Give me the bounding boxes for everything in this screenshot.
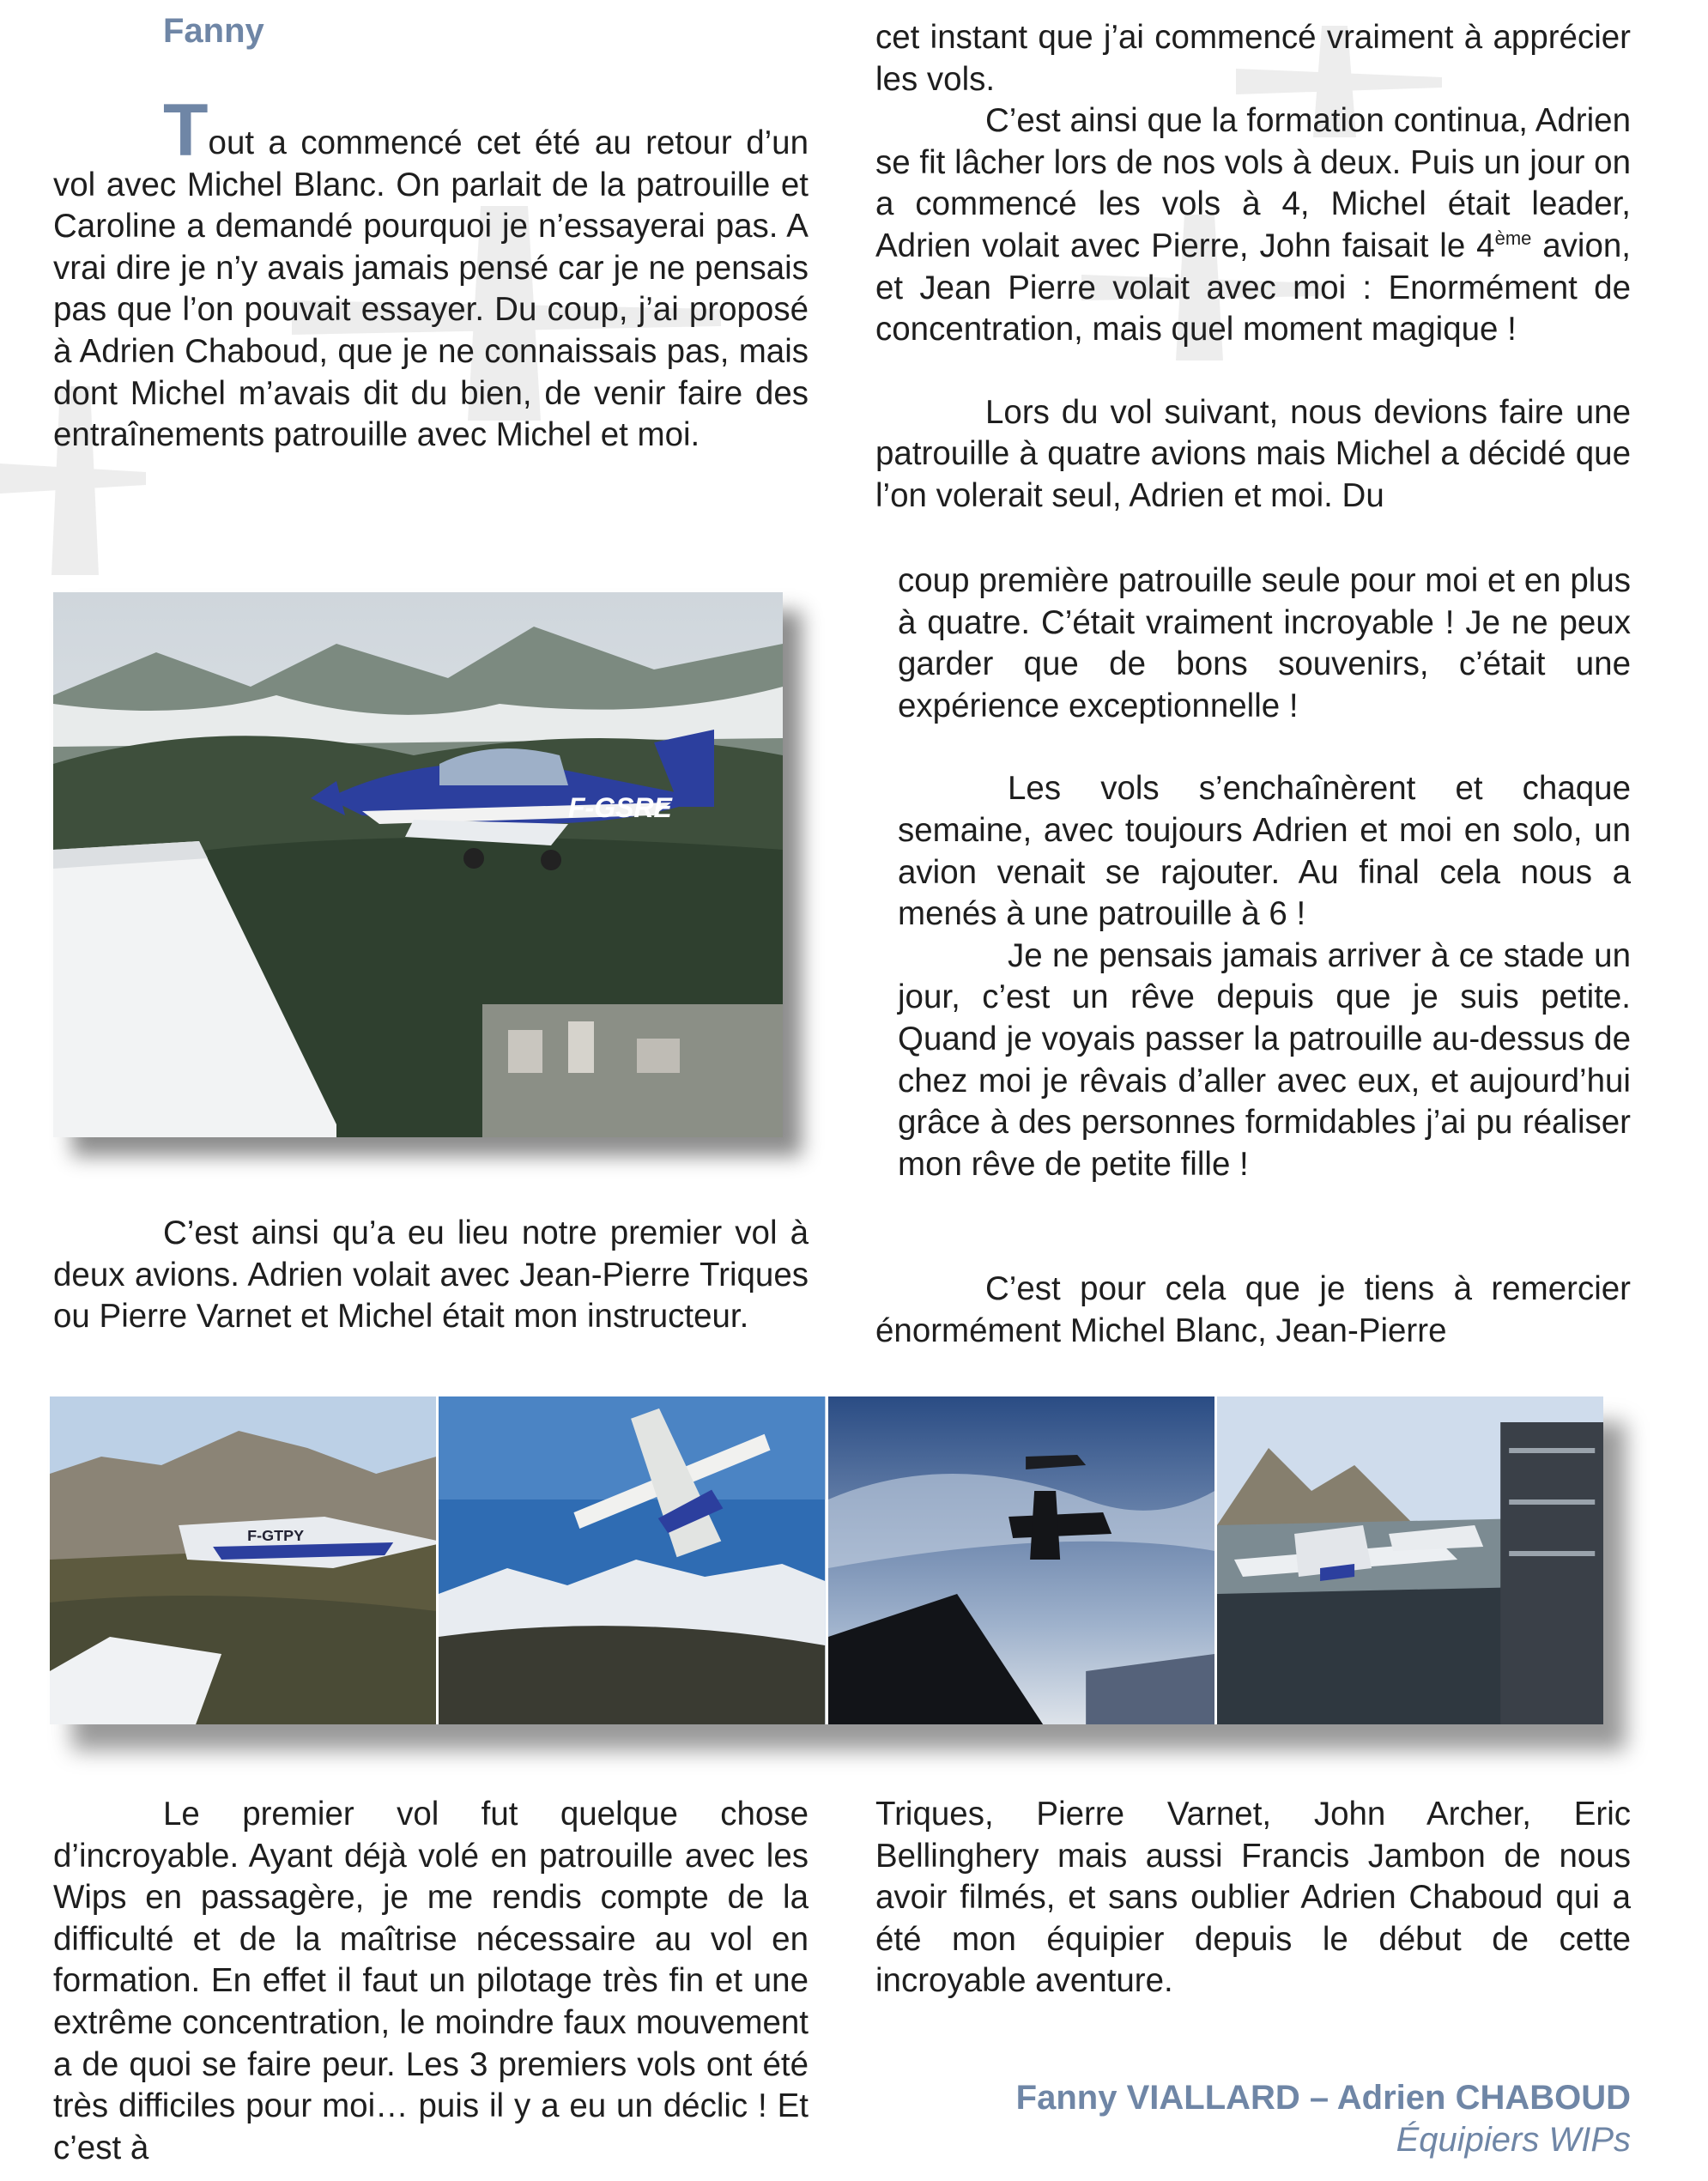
thanks-paragraph: C’est pour cela que je tiens à remercier énormément Michel Blanc, Jean-Pierre [875, 1270, 1631, 1349]
strip-registration-label: F-GTPY [247, 1527, 305, 1544]
signature-role: Équipiers WIPs [1396, 2121, 1631, 2159]
dream-paragraph: Je ne pensais jamais arriver à ce stade un jour, c’est un rêve depuis que je suis petite. Quand je voyais passer la patrouille au-dessus de chez moi je rêvais d’aller avec eux, et aujourd’hui grâce à des personnes formidables j’ai pu réaliser mon rêve de petite fille ! [898, 936, 1631, 1183]
next-flight-paragraph: Lors du vol suivant, nous devions faire une patrouille à quatre avions mais Michel a décidé que l’on volerait seul, Adrien et moi. Du [875, 393, 1631, 514]
first-solo-paragraph: coup première patrouille seule pour moi et en plus à quatre. C’était vraiment incroyable ! Je ne peux garder que de bons souvenirs, c’était une expérience exceptionnelle ! [898, 562, 1631, 724]
first-flight-paragraph: C’est ainsi qu’a eu lieu notre premier vol à deux avions. Adrien volait avec Jean-Pierre Triques ou Pierre Varnet et Michel était mon instructeur. [53, 1215, 809, 1336]
photo-strip [50, 1396, 1603, 1724]
main-photo-airplane-mountains [53, 592, 783, 1137]
continued-paragraph: cet instant que j’ai commencé vraiment à apprécier les vols. [875, 19, 1631, 98]
registration-label: F-GSRE [568, 792, 672, 823]
weekly-flights-paragraph: Les vols s’enchaînèrent et chaque semaine, avec toujours Adrien et moi en solo, un avion venait se rajouter. Au final cela nous a menés à une patrouille à 6 ! [898, 770, 1631, 933]
intro-text: out a commencé cet été au retour d’un vol avec Michel Blanc. On parlait de la patrouille et Caroline a demandé pourquoi je n’essayerai pas. A vrai dire je n’y avais jamais pensé car je ne pensais pas que l’on pouvait essayer. Du coup, j’ai proposé à Adrien Chaboud, que je ne connaissais pas, mais dont Michel m’avais dit du bien, de venir faire des entraînements patrouille avec Michel et moi. [53, 124, 809, 454]
intro-paragraph [53, 89, 809, 457]
first-flight-experience-paragraph: Le premier vol fut quelque chose d’incroyable. Ayant déjà volé en patrouille avec les Wips en passagère, je me rendis compte de la difficulté et de la maîtrise nécessaire au vol en formation. En effet il faut un pilotage très fin et une extrême concentration, le moindre faux mouvement a de quoi se faire peur. Les 3 premiers vols ont été très difficiles pour moi… puis il y a eu un déclic ! Et c’est à [53, 1796, 809, 2166]
strip-photo-banking-plane [439, 1396, 827, 1724]
author-heading: Fanny [163, 12, 264, 50]
formation-paragraph: C’est ainsi que la formation continua, Adrien se fit lâcher lors de nos vols à deux. Puis un jour on a commencé les vols à 4, Michel était leader, Adrien volait avec Pierre, John faisait le 4ème avion, et Jean Pierre volait avec moi : Enormément de concentration, mais quel moment magique ! [875, 102, 1632, 348]
signature [1016, 2079, 1631, 2160]
strip-photo-wing-formation [50, 1396, 439, 1724]
signature-names: Fanny VIALLARD – Adrien CHABOUD [1015, 2079, 1631, 2117]
strip-photo-parked-planes [1217, 1396, 1603, 1724]
right-column-top [875, 17, 1631, 518]
drop-cap: T [163, 89, 209, 172]
strip-photo-silhouettes [828, 1396, 1217, 1724]
right-column-middle [898, 560, 1631, 1185]
thanks-continued-paragraph: Triques, Pierre Varnet, John Archer, Eric Bellinghery mais aussi Francis Jambon de nous avoir filmés, et sans oublier Adrien Chaboud qui a été mon équipier depuis le début de cette incroyable aventure. [875, 1796, 1631, 2000]
